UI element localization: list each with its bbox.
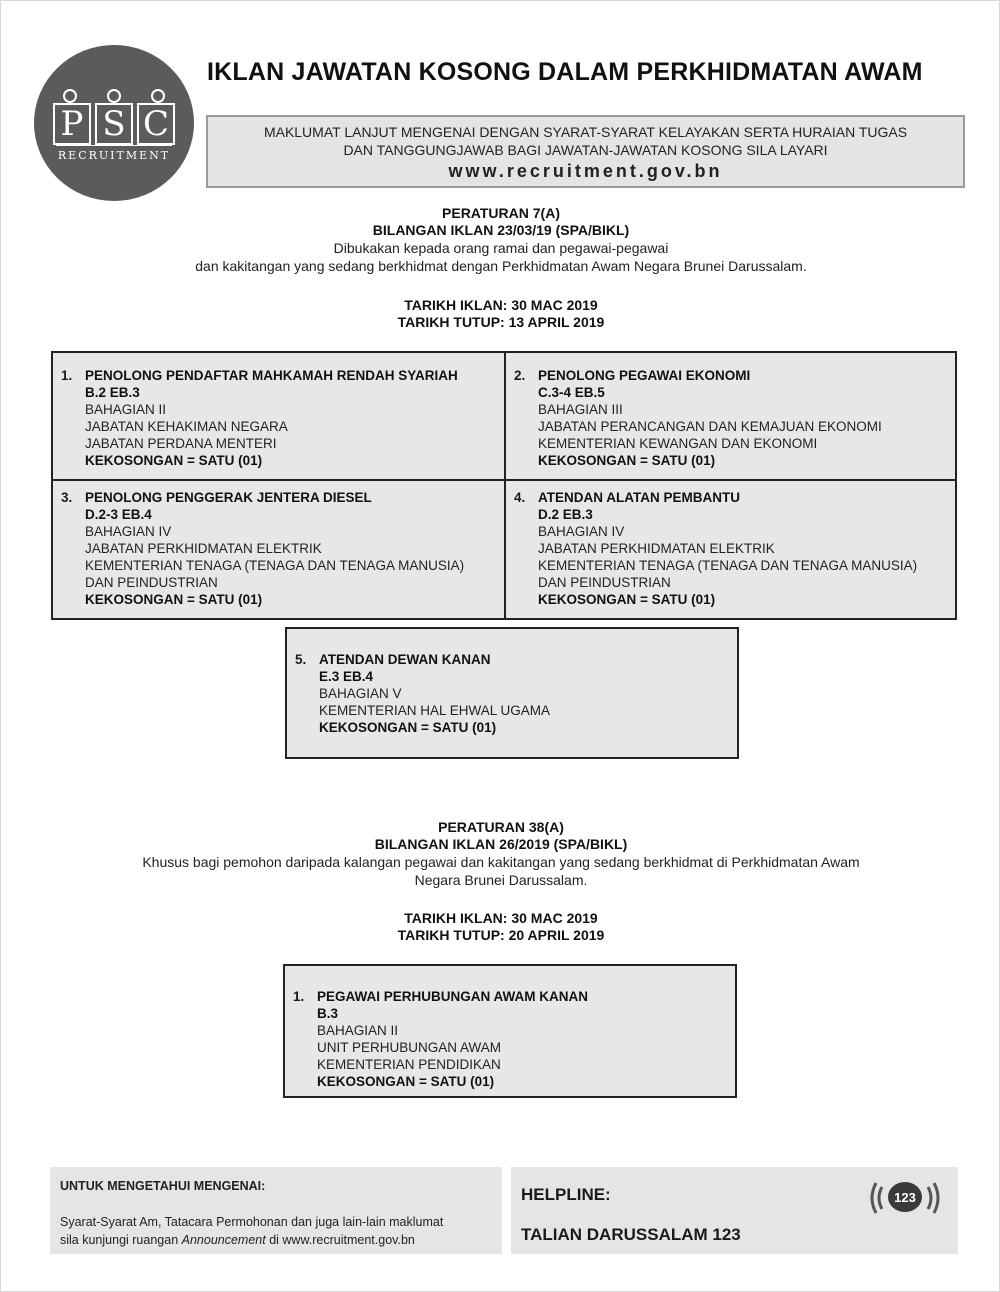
post-number: 1. bbox=[293, 989, 305, 1004]
logo-letter-c: C bbox=[137, 103, 175, 145]
post-vacancy: KEKOSONGAN = SATU (01) bbox=[85, 592, 263, 607]
post-card bbox=[504, 481, 955, 618]
post-card bbox=[283, 964, 737, 1098]
post-number: 1. bbox=[61, 368, 73, 383]
post-card bbox=[285, 627, 739, 759]
post-vacancy: KEKOSONGAN = SATU (01) bbox=[538, 453, 716, 468]
post-grade: E.3 EB.4 bbox=[319, 669, 374, 684]
post-line: BAHAGIAN IV bbox=[85, 524, 172, 539]
post-line: BAHAGIAN IV bbox=[538, 524, 625, 539]
post-line: JABATAN PERKHIDMATAN ELEKTRIK bbox=[538, 541, 775, 556]
website-link[interactable]: www.recruitment.gov.bn bbox=[448, 161, 723, 181]
section2-desc-line1: Khusus bagi pemohon daripada kalangan pegawai dan kakitangan yang sedang berkhidmat di Perkhidmatan Awam bbox=[142, 854, 860, 870]
section1-heading bbox=[1, 205, 1000, 275]
post-line: BAHAGIAN V bbox=[319, 686, 402, 701]
phone-123-icon bbox=[866, 1175, 944, 1221]
section2-regulation: PERATURAN 38(A) bbox=[438, 819, 564, 835]
post-number: 3. bbox=[61, 490, 73, 505]
helpline-value: TALIAN DARUSSALAM 123 bbox=[521, 1225, 741, 1244]
footer-info-panel bbox=[50, 1167, 502, 1254]
info-box bbox=[206, 115, 965, 188]
post-line: UNIT PERHUBUNGAN AWAM bbox=[317, 1040, 502, 1055]
icon-label: 123 bbox=[894, 1190, 916, 1205]
post-card bbox=[53, 353, 504, 479]
section1-regulation: PERATURAN 7(A) bbox=[442, 205, 560, 221]
post-number: 4. bbox=[514, 490, 526, 505]
post-title: PENOLONG PEGAWAI EKONOMI bbox=[538, 368, 751, 383]
post-line: JABATAN PERKHIDMATAN ELEKTRIK bbox=[85, 541, 322, 556]
announcement-link[interactable]: Announcement bbox=[181, 1233, 266, 1247]
helpline-label: HELPLINE: bbox=[521, 1185, 611, 1204]
post-title: ATENDAN ALATAN PEMBANTU bbox=[538, 490, 740, 505]
post-title: PENOLONG PENGGERAK JENTERA DIESEL bbox=[85, 490, 372, 505]
logo-subtitle: RECRUITMENT bbox=[57, 149, 171, 162]
section1-posts-grid bbox=[51, 351, 957, 620]
footer-line-1: Syarat-Syarat Am, Tatacara Permohonan dan juga lain-lain maklumat bbox=[60, 1215, 444, 1229]
post-line: KEMENTERIAN HAL EHWAL UGAMA bbox=[319, 703, 551, 718]
post-line: KEMENTERIAN TENAGA (TENAGA DAN TENAGA MANUSIA) DAN PEINDUSTRIAN bbox=[538, 558, 918, 590]
post-title: PENOLONG PENDAFTAR MAHKAMAH RENDAH SYARIAH bbox=[85, 368, 458, 383]
footer-line-2: sila kunjungi ruangan Announcement di www.recruitment.gov.bn bbox=[60, 1233, 415, 1247]
section2-ad-date: TARIKH IKLAN: 30 MAC 2019 bbox=[404, 910, 598, 926]
post-grade: D.2-3 EB.4 bbox=[85, 507, 152, 522]
footer-heading: UNTUK MENGETAHUI MENGENAI: bbox=[60, 1179, 266, 1193]
logo-letter-s: S bbox=[95, 103, 133, 145]
section1-desc-line2: dan kakitangan yang sedang berkhidmat dengan Perkhidmatan Awam Negara Brunei Darussalam. bbox=[195, 258, 807, 274]
helpline-panel bbox=[511, 1167, 958, 1254]
post-vacancy: KEKOSONGAN = SATU (01) bbox=[319, 720, 497, 735]
section2-dates bbox=[1, 910, 1000, 944]
info-line-1: MAKLUMAT LANJUT MENGENAI DENGAN SYARAT-SYARAT KELAYAKAN SERTA HURAIAN TUGAS bbox=[263, 124, 908, 140]
logo-letter-p: P bbox=[53, 103, 91, 145]
section2-heading bbox=[1, 819, 1000, 889]
post-title: PEGAWAI PERHUBUNGAN AWAM KANAN bbox=[317, 989, 589, 1004]
post-grade: C.3-4 EB.5 bbox=[538, 385, 605, 400]
section1-close-date: TARIKH TUTUP: 13 APRIL 2019 bbox=[397, 314, 605, 330]
post-title: ATENDAN DEWAN KANAN bbox=[319, 652, 491, 667]
post-line: KEMENTERIAN KEWANGAN DAN EKONOMI bbox=[538, 436, 818, 451]
post-vacancy: KEKOSONGAN = SATU (01) bbox=[538, 592, 716, 607]
post-number: 2. bbox=[514, 368, 526, 383]
post-line: JABATAN PERDANA MENTERI bbox=[85, 436, 277, 451]
post-grade: B.2 EB.3 bbox=[85, 385, 140, 400]
post-line: BAHAGIAN II bbox=[85, 402, 167, 417]
section1-dates bbox=[1, 297, 1000, 331]
section1-desc-line1: Dibukakan kepada orang ramai dan pegawai-pegawai bbox=[333, 240, 669, 256]
post-line: JABATAN KEHAKIMAN NEGARA bbox=[85, 419, 288, 434]
section2-desc-line2: Negara Brunei Darussalam. bbox=[414, 872, 588, 888]
logo-dot bbox=[151, 89, 165, 103]
section1-ad-number: BILANGAN IKLAN 23/03/19 (SPA/BIKL) bbox=[372, 222, 630, 238]
section2-ad-number: BILANGAN IKLAN 26/2019 (SPA/BIKL) bbox=[374, 836, 628, 852]
section1-ad-date: TARIKH IKLAN: 30 MAC 2019 bbox=[404, 297, 598, 313]
post-line: JABATAN PERANCANGAN DAN KEMAJUAN EKONOMI bbox=[538, 419, 882, 434]
page-title: IKLAN JAWATAN KOSONG DALAM PERKHIDMATAN AWAM bbox=[207, 58, 923, 86]
post-vacancy: KEKOSONGAN = SATU (01) bbox=[85, 453, 263, 468]
post-line: BAHAGIAN II bbox=[317, 1023, 399, 1038]
logo-dot bbox=[107, 89, 121, 103]
post-grade: D.2 EB.3 bbox=[538, 507, 593, 522]
section2-close-date: TARIKH TUTUP: 20 APRIL 2019 bbox=[397, 927, 605, 943]
info-line-2: DAN TANGGUNGJAWAB BAGI JAWATAN-JAWATAN KOSONG SILA LAYARI bbox=[343, 142, 828, 158]
post-card bbox=[504, 353, 955, 479]
post-grade: B.3 bbox=[317, 1006, 339, 1021]
logo-dot bbox=[63, 89, 77, 103]
psc-recruitment-logo bbox=[34, 45, 194, 201]
post-card bbox=[53, 481, 504, 618]
post-line: BAHAGIAN III bbox=[538, 402, 623, 417]
post-line: KEMENTERIAN TENAGA (TENAGA DAN TENAGA MANUSIA) DAN PEINDUSTRIAN bbox=[85, 558, 465, 590]
post-line: KEMENTERIAN PENDIDIKAN bbox=[317, 1057, 501, 1072]
post-number: 5. bbox=[295, 652, 307, 667]
post-vacancy: KEKOSONGAN = SATU (01) bbox=[317, 1074, 495, 1089]
